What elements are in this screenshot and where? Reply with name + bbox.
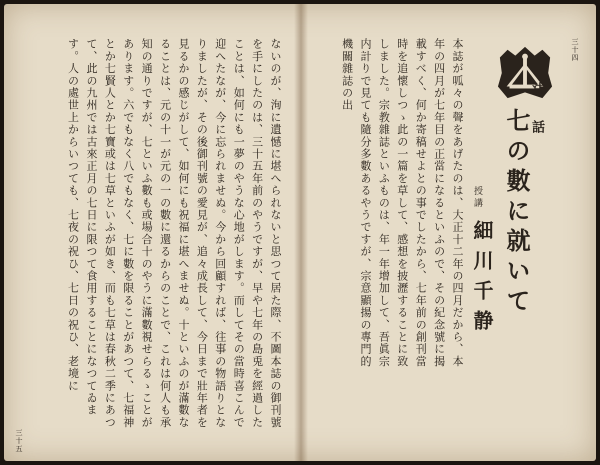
author-name: 細川千静 bbox=[470, 220, 494, 340]
article-title: 七の數に就いて bbox=[502, 108, 531, 318]
right-page-body: 本誌が呱々の聲をあげたのは、大正十二年の四月だから、本年の四月が七年目の正當になるといふので、その紀念號に揭載すべく、何か寄稿せよとの事でしたから、七年前の創刊當時を追懷しつゝ此の一篇を草して、感想を披瀝することに致しました。宗教雜誌といふものは、年一年增加して、吾眞宗内計りで見ても隨分多數あるやうですが、宗意顯揚の專門的機關雜誌の出 bbox=[340, 38, 464, 368]
right-page-number: 三十四 bbox=[571, 38, 579, 62]
book-spread bbox=[4, 4, 596, 461]
left-page-number: 三十五 bbox=[15, 429, 23, 453]
right-page bbox=[306, 4, 596, 461]
left-page-body: ないのが、洵に遺憾に堪へられないと思つて居た際、不圖本誌の御刊號を手にしたのは、三十五年前のやうですが、早や七年の島兎を經過したことは、如何にも一夢のやうな心地がします。而してその當時喜こんで迎へたなが、今に忘られませぬ。今から回顧すれば、往事の物語りとなりましたが、その後御刊號の愛見が、追々成長して、今日まで壯年者を見るかの感じがして、如何にも祝福に堪へませぬ。十といふのが滿數なることは、元の十一が元の一の數に還るからのことで、これは何人も承知の通りですが、七といふ數も或場合十のやうに滿數視せらるゝことがあります。六でもなく八でもなく、七に數を限ることがあつて、七福神とか七賢人とか七寶或は七草といふが如き、而も七草は春秋二季にあつて、此の九州では古來正月の七日に限つて食用することになつてゐます。人の處世上からいつても、七夜の祝ひ、七日の祝ひ、老境に bbox=[66, 38, 282, 429]
left-page bbox=[4, 4, 296, 461]
author-role: 授講 bbox=[472, 186, 482, 210]
article-genre: 法 話 bbox=[529, 82, 544, 139]
